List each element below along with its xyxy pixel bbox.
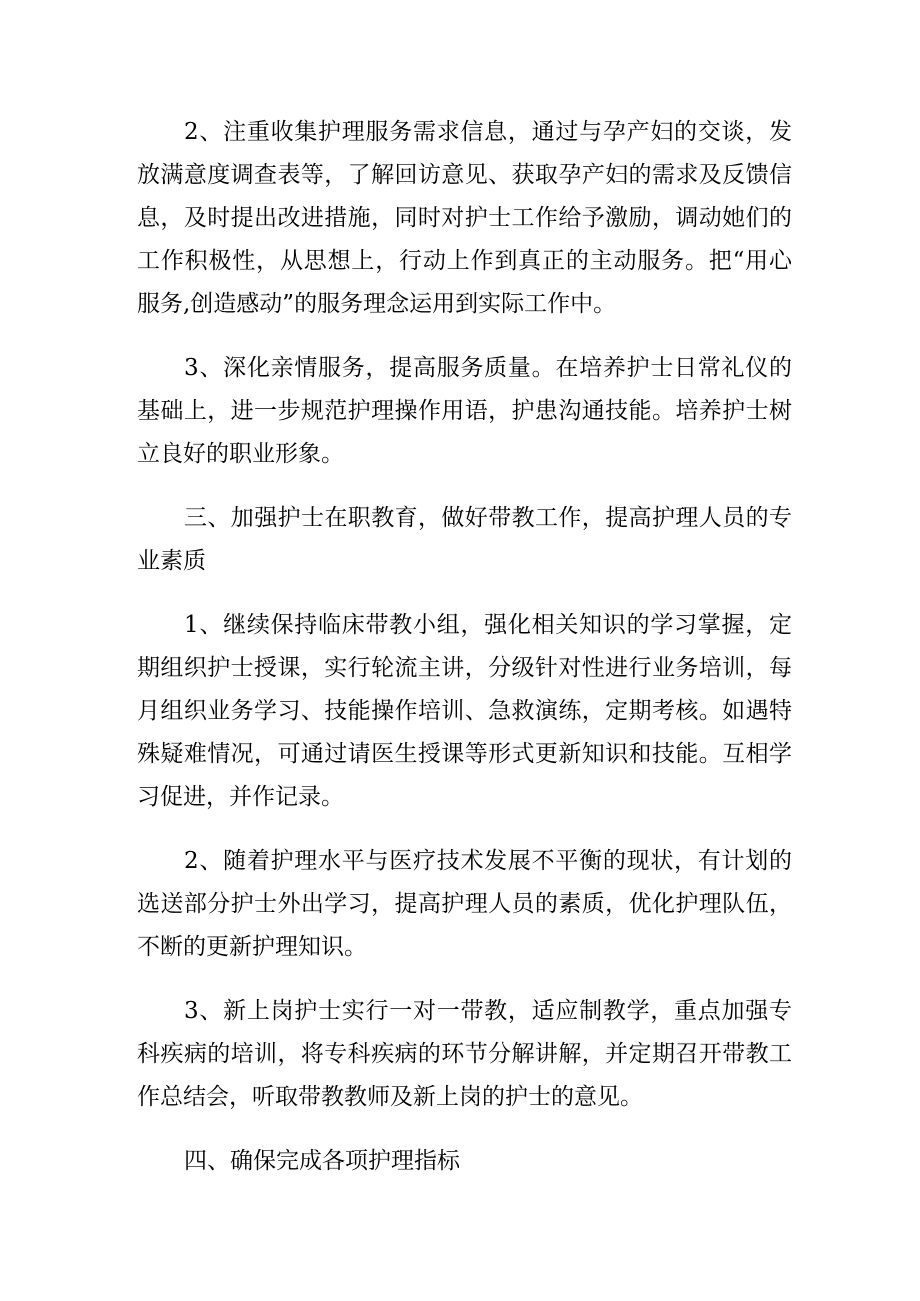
- section-heading-education: 三、加强护士在职教育，做好带教工作，提高护理人员的专业素质: [137, 505, 792, 574]
- paragraph-external-study: 2、随着护理水平与医疗技术发展不平衡的现状，有计划的选送部分护士外出学习，提高护理人员的素质，优化护理队伍，不断的更新护理知识。: [137, 848, 792, 960]
- section-heading-indicators: 四、确保完成各项护理指标: [184, 1148, 460, 1174]
- paragraph-new-nurse-mentoring: 3、新上岗护士实行一对一带教，适应制教学，重点加强专科疾病的培训，将专科疾病的环节分解讲解，并定期召开带教工作总结会，听取带教教师及新上岗的护士的意见。: [137, 998, 792, 1110]
- document-body: [137, 111, 792, 1183]
- paragraph-feedback-collection: 2、注重收集护理服务需求信息，通过与孕产妇的交谈，发放满意度调查表等，了解回访意见、获取孕产妇的需求及反馈信息，及时提出改进措施，同时对护士工作给予激励，调动她们的工作积极性，从思想上，行动上作到真正的主动服务。把“用心服务,创造感动”的服务理念运用到实际工作中。: [137, 119, 792, 317]
- paragraph-training-group: 1、继续保持临床带教小组，强化相关知识的学习掌握，定期组织护士授课，实行轮流主讲，分级针对性进行业务培训，每月组织业务学习、技能操作培训、急救演练，定期考核。如遇特殊疑难情况，可通过请医生授课等形式更新知识和技能。互相学习促进，并作记录。: [137, 612, 792, 810]
- paragraph-service-quality: 3、深化亲情服务，提高服务质量。在培养护士日常礼仪的基础上，进一步规范护理操作用语，护患沟通技能。培养护士树立良好的职业形象。: [137, 355, 792, 467]
